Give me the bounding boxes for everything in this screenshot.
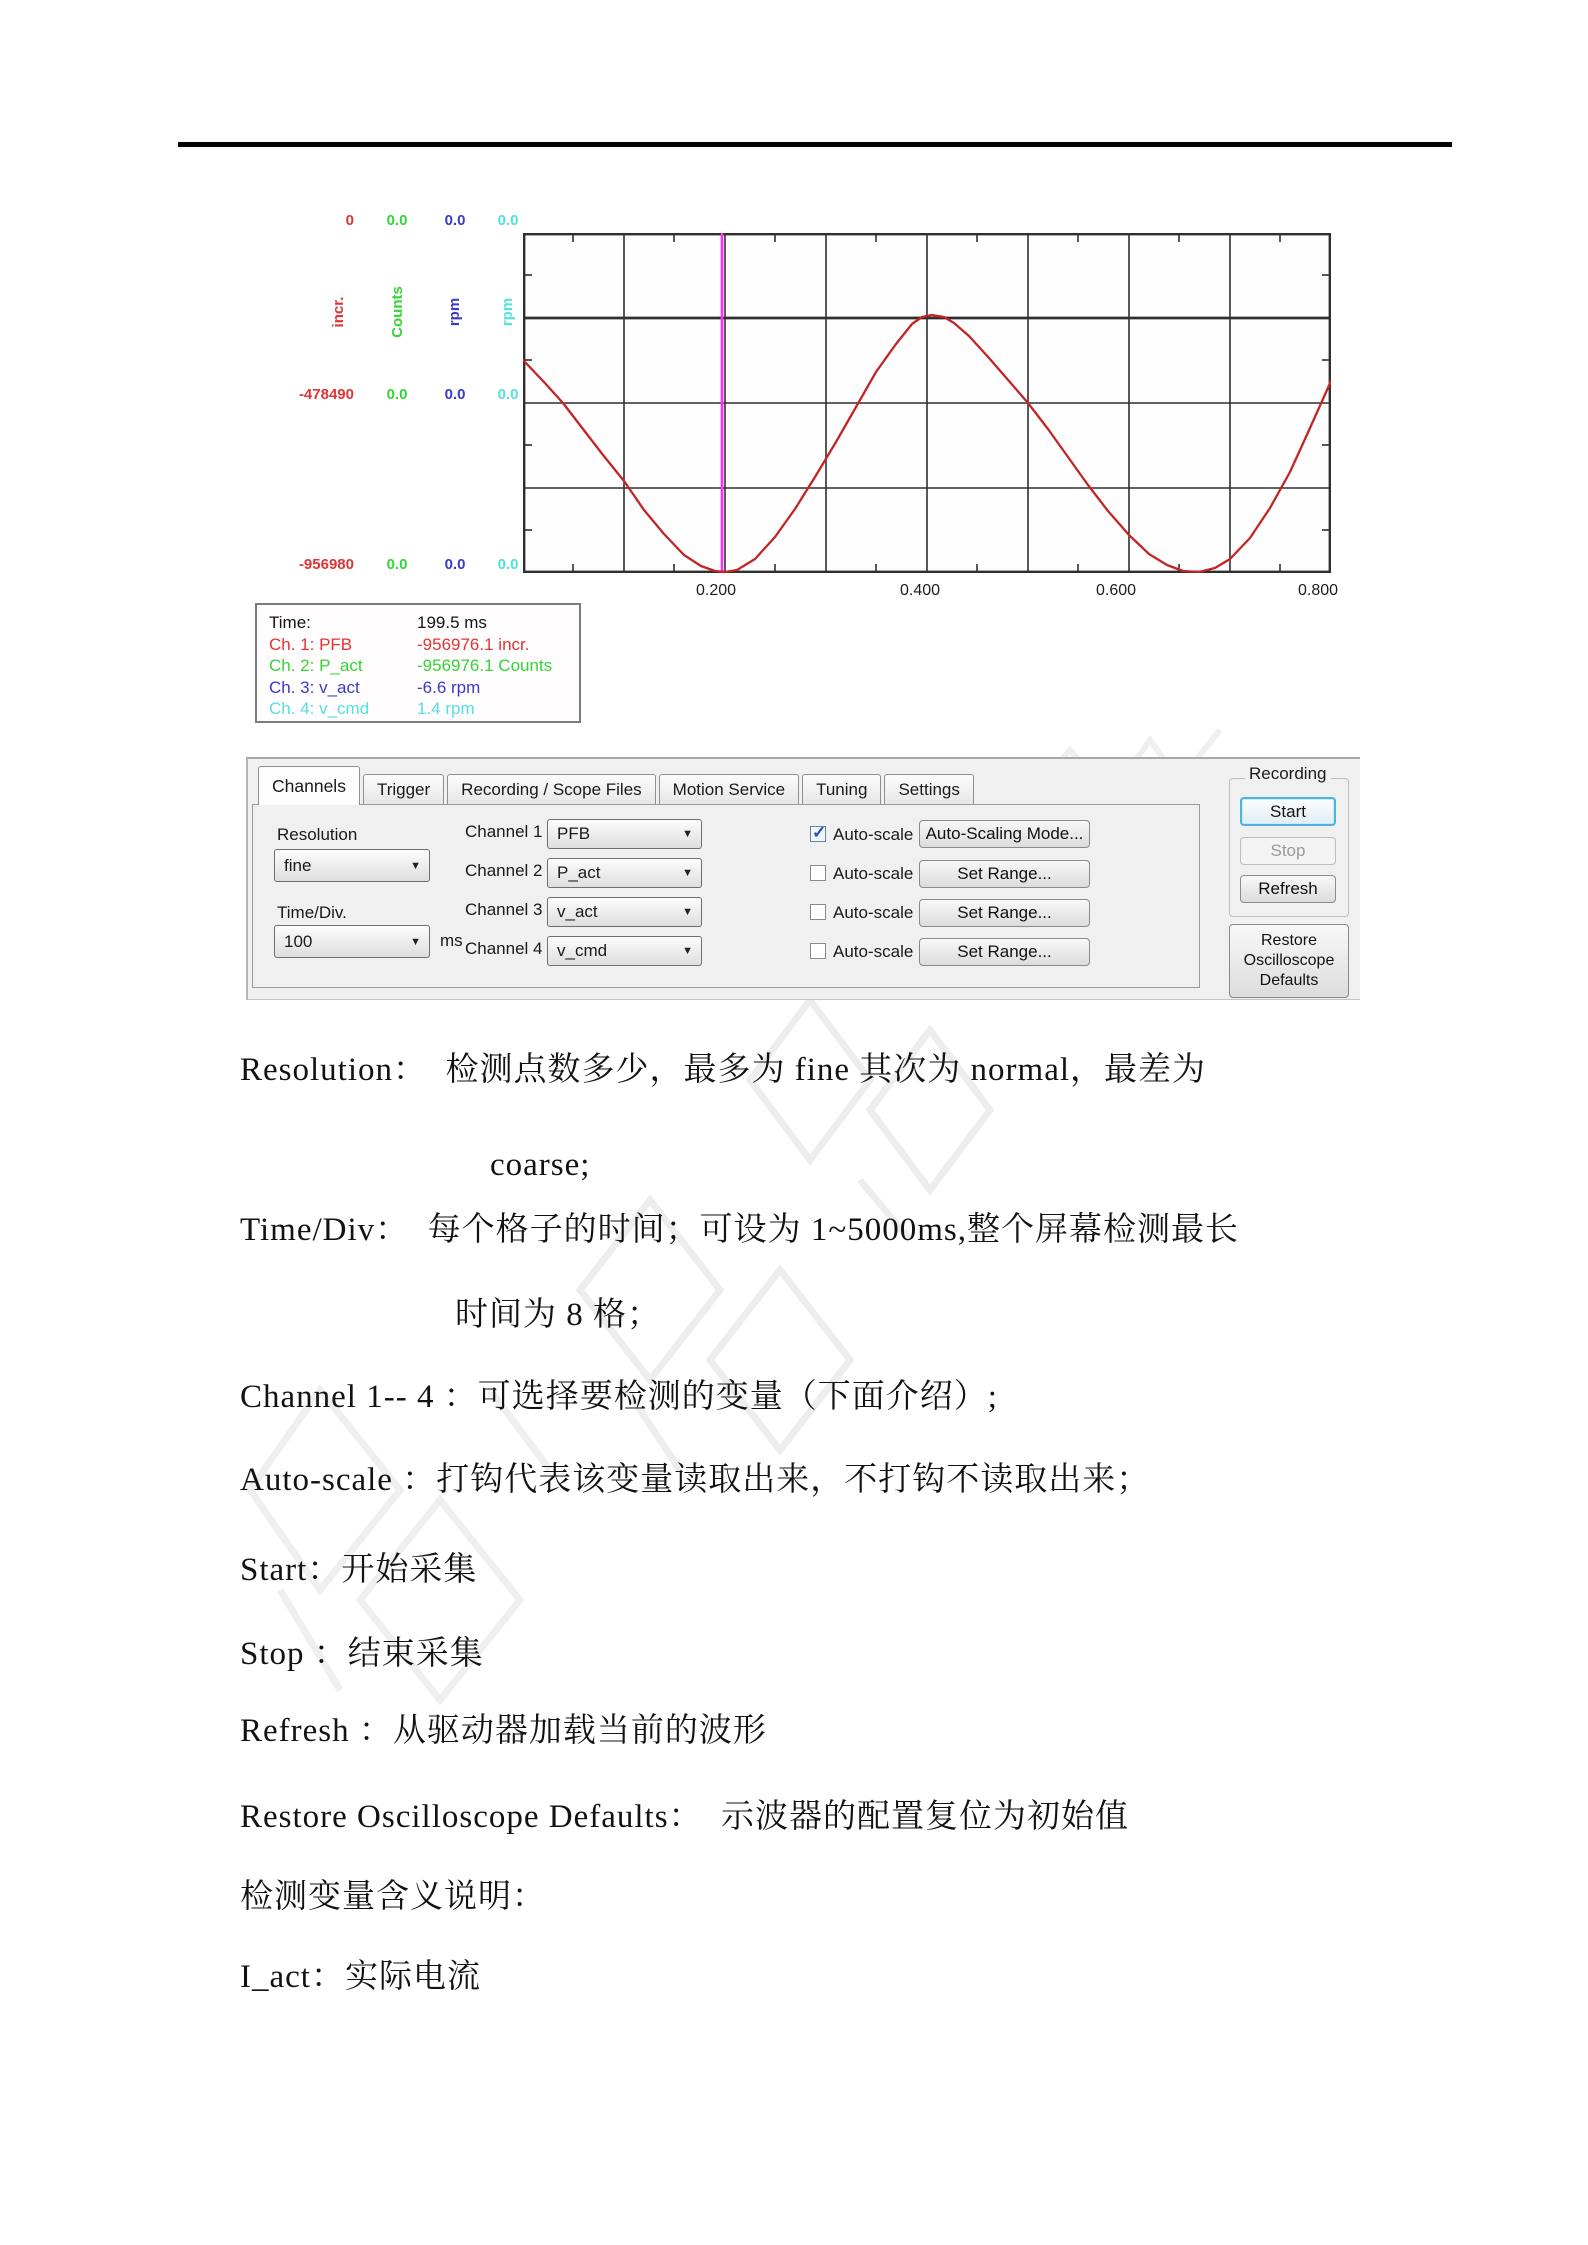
tab-motion-service[interactable]: Motion Service xyxy=(659,774,799,805)
readout-row xyxy=(269,612,579,634)
tab-recording-scope-files[interactable]: Recording / Scope Files xyxy=(447,774,655,805)
scope-y-label: 0.0 xyxy=(386,212,408,229)
set-range-button-4[interactable]: Set Range... xyxy=(919,938,1090,966)
page-top-rule xyxy=(178,142,1452,147)
resolution-value: fine xyxy=(284,855,312,875)
timediv-label: Time/Div. xyxy=(277,903,347,922)
chevron-down-icon: ▼ xyxy=(682,906,693,918)
readout-label: Ch. 1: PFB xyxy=(269,634,353,654)
timediv-value: 100 xyxy=(284,931,313,951)
chevron-down-icon: ▼ xyxy=(682,867,693,879)
autoscale-label: Auto-scale xyxy=(833,903,914,922)
autoscale-checkbox-2[interactable] xyxy=(810,865,826,881)
timediv-select[interactable] xyxy=(274,925,430,958)
tab-bar xyxy=(258,766,977,805)
channel-1-select[interactable] xyxy=(547,819,702,849)
readout-row xyxy=(269,698,579,720)
channel-4-value: v_cmd xyxy=(557,941,608,960)
note-restore: Restore Oscilloscope Defaults： 示波器的配置复位为初始值 xyxy=(240,1799,1130,1835)
readout-value: -956976.1 incr. xyxy=(417,634,530,654)
scope-y-label: 0.0 xyxy=(497,386,519,403)
chevron-down-icon: ▼ xyxy=(410,859,421,872)
readout-label: Ch. 3: v_act xyxy=(269,677,360,697)
channel-3-select[interactable] xyxy=(547,897,702,927)
stop-button[interactable]: Stop xyxy=(1240,837,1336,865)
note-autoscale: Auto-scale ：打钩代表该变量读取出来，不打钩不读取出来； xyxy=(240,1462,1151,1498)
scope-y-label: 0.0 xyxy=(497,556,519,573)
scope-unit-label: rpm xyxy=(446,297,463,327)
scope-y-label: 0.0 xyxy=(386,386,408,403)
channel-3-value: v_act xyxy=(557,902,598,921)
scope-y-label: 0.0 xyxy=(497,212,519,229)
note-resolution: Resolution： 检测点数多少，最多为 fine 其次为 normal，最差为 xyxy=(240,1052,1207,1088)
note-start: Start：开始采集 xyxy=(240,1552,478,1588)
x-tick-label: 0.400 xyxy=(899,582,941,599)
scope-y-label: -956980 xyxy=(298,556,354,573)
recording-group-title: Recording xyxy=(1245,764,1331,784)
scope-y-label: 0.0 xyxy=(444,212,466,229)
tab-channels[interactable]: Channels xyxy=(258,766,360,805)
note-refresh: Refresh ：从驱动器加载当前的波形 xyxy=(240,1713,767,1749)
channel-1-value: PFB xyxy=(557,824,591,843)
autoscale-checkbox-3[interactable] xyxy=(810,904,826,920)
resolution-select[interactable] xyxy=(274,849,430,882)
scope-unit-label: incr. xyxy=(330,296,347,328)
channel-2-select[interactable] xyxy=(547,858,702,888)
channel-4-select[interactable] xyxy=(547,936,702,966)
note-variables-heading: 检测变量含义说明： xyxy=(240,1879,546,1915)
tab-trigger[interactable]: Trigger xyxy=(363,774,444,805)
refresh-button[interactable]: Refresh xyxy=(1240,875,1336,903)
autoscale-label: Auto-scale xyxy=(833,825,914,844)
set-range-button-3[interactable]: Set Range... xyxy=(919,899,1090,927)
tab-settings[interactable]: Settings xyxy=(884,774,973,805)
readout-row xyxy=(269,655,579,677)
x-tick-label: 0.200 xyxy=(695,582,737,599)
channel-2-label: Channel 2 xyxy=(465,861,543,880)
readout-value: -956976.1 Counts xyxy=(417,656,553,675)
note-channels: Channel 1-- 4 ：可选择要检测的变量（下面介绍）; xyxy=(240,1379,998,1415)
restore-oscilloscope-defaults-button[interactable]: Restore Oscilloscope Defaults xyxy=(1229,924,1349,998)
chevron-down-icon: ▼ xyxy=(410,935,421,948)
readout-value: 1.4 rpm xyxy=(417,699,475,718)
autoscale-checkbox-1[interactable] xyxy=(810,826,826,842)
scope-unit-label: rpm xyxy=(499,297,516,327)
scope-plot xyxy=(523,233,1331,573)
note-stop: Stop ：结束采集 xyxy=(240,1636,484,1672)
readout-label: Time: xyxy=(269,613,311,632)
note-timediv-cont: 时间为 8 格； xyxy=(455,1297,661,1333)
scope-y-label: 0.0 xyxy=(386,556,408,573)
readout-label: Ch. 4: v_cmd xyxy=(269,699,370,718)
start-button[interactable]: Start xyxy=(1240,797,1336,826)
note-timediv: Time/Div： 每个格子的时间；可设为 1~5000ms,整个屏幕检测最长 xyxy=(240,1212,1240,1248)
channel-1-label: Channel 1 xyxy=(465,822,543,841)
note-iact: I_act：实际电流 xyxy=(240,1959,481,1995)
readout-row xyxy=(269,634,579,656)
autoscale-label: Auto-scale xyxy=(833,942,914,961)
chevron-down-icon: ▼ xyxy=(682,828,693,840)
scope-y-label: -478490 xyxy=(298,386,354,403)
set-range-button-2[interactable]: Set Range... xyxy=(919,860,1090,888)
readout-value: 199.5 ms xyxy=(417,613,487,632)
channel-4-label: Channel 4 xyxy=(465,939,543,958)
x-tick-label: 0.800 xyxy=(1297,582,1339,599)
scope-y-label: 0.0 xyxy=(444,386,466,403)
channel-3-label: Channel 3 xyxy=(465,900,543,919)
resolution-label: Resolution xyxy=(277,825,358,844)
autoscale-checkbox-4[interactable] xyxy=(810,943,826,959)
autoscale-label: Auto-scale xyxy=(833,864,914,883)
scope-unit-label: Counts xyxy=(389,286,406,338)
channel-2-value: P_act xyxy=(557,863,601,882)
auto-scaling-mode-button[interactable]: Auto-Scaling Mode... xyxy=(919,820,1090,848)
scope-readout-box xyxy=(255,603,581,723)
scope-control-panel xyxy=(246,757,1360,1000)
scope-y-label: 0 xyxy=(345,212,354,229)
tab-tuning[interactable]: Tuning xyxy=(802,774,881,805)
scope-y-label: 0.0 xyxy=(444,556,466,573)
note-resolution-cont: coarse; xyxy=(490,1147,591,1183)
x-tick-label: 0.600 xyxy=(1095,582,1137,599)
readout-value: -6.6 rpm xyxy=(417,677,481,697)
readout-row xyxy=(269,677,579,699)
chevron-down-icon: ▼ xyxy=(682,945,693,957)
readout-label: Ch. 2: P_act xyxy=(269,656,363,675)
timediv-unit-label: ms xyxy=(440,931,463,950)
